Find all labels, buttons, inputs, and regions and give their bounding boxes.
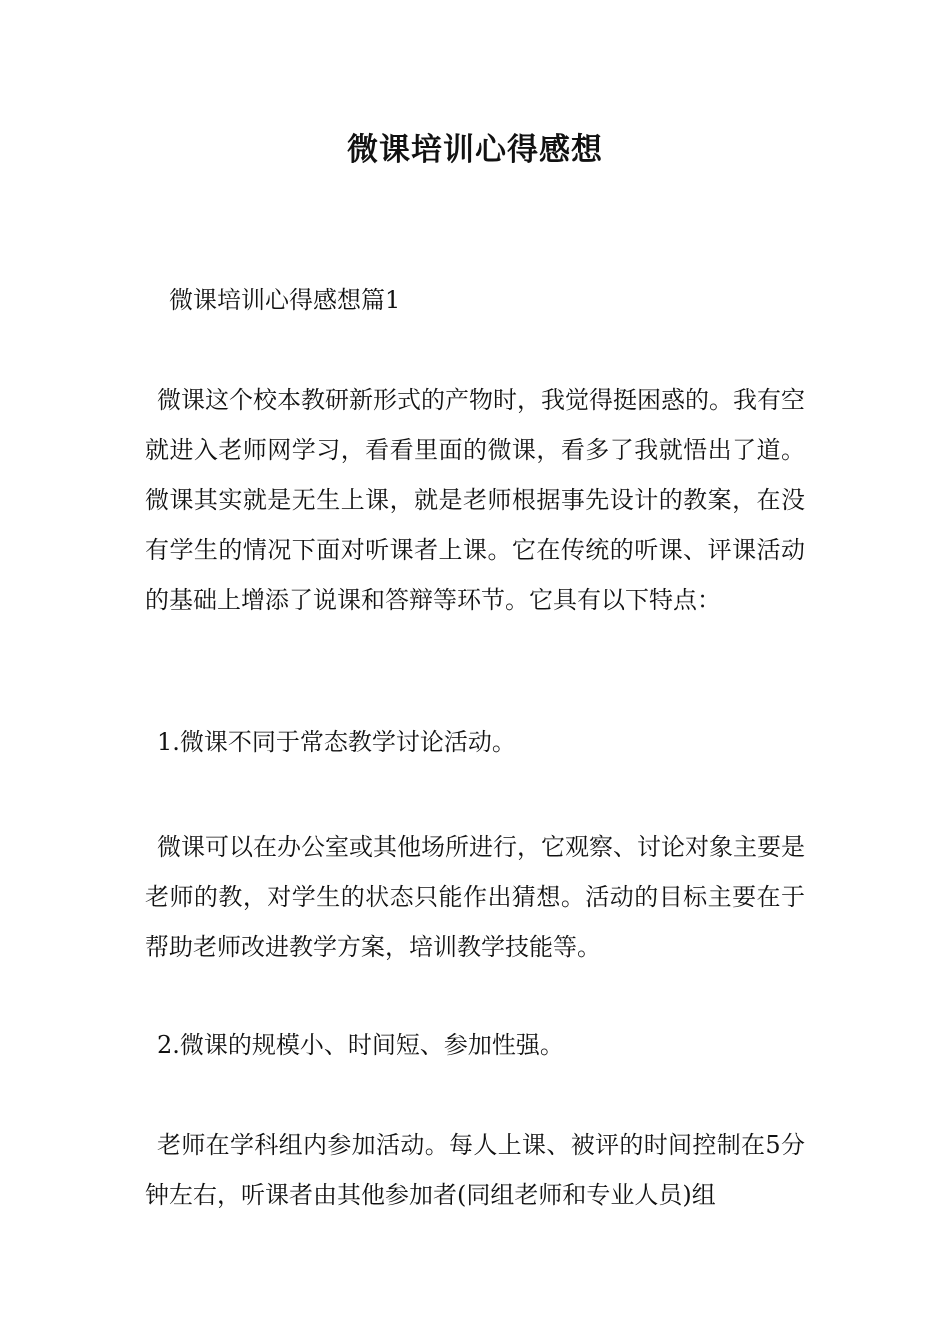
paragraph-point-1: 微课可以在办公室或其他场所进行，它观察、讨论对象主要是老师的教，对学生的状态只能作出猜想。活动的目标主要在于帮助老师改进教学方案，培训教学技能等。 (145, 833, 805, 961)
paragraph-point-2: 老师在学科组内参加活动。每人上课、被评的时间控制在5分钟左右，听课者由其他参加者(同组老师和专业人员)组 (145, 1131, 805, 1209)
paragraph-intro: 微课这个校本教研新形式的产物时，我觉得挺困惑的。我有空就进入老师网学习，看看里面的微课，看多了我就悟出了道。微课其实就是无生上课，就是老师根据事先设计的教案，在没有学生的情况下面对听课者上课。它在传统的听课、评课活动的基础上增添了说课和答辩等环节。它具有以下特点： (145, 386, 805, 614)
section-heading: 微课培训心得感想篇1 (169, 286, 401, 314)
point-heading-1: 1.微课不同于常态教学讨论活动。 (157, 728, 516, 756)
point-heading-2: 2.微课的规模小、时间短、参加性强。 (157, 1031, 564, 1059)
document-title: 微课培训心得感想 (347, 132, 603, 168)
